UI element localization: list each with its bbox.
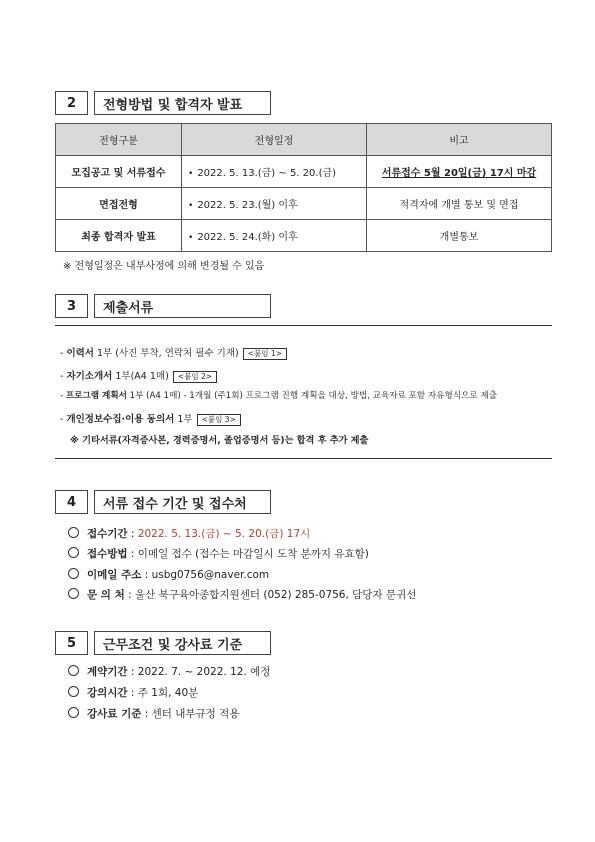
bullet-icon: • (188, 201, 194, 211)
circle-bullet-icon (68, 588, 79, 599)
document-desc: 1부 (174, 414, 193, 425)
lecture-time: 강의시간 : 주 1회, 40분 (68, 685, 198, 700)
document-item: - 이력서 1부 (사진 부착, 연락처 필수 기재) <붙임 1> (60, 345, 287, 360)
document-desc: 1부 (A4 1매) - 1개월 (주1회) 프로그램 진행 계획을 대상, 방법, 교육자료 포함 자유형식으로 제출 (126, 391, 498, 401)
attachment-tag: <붙임 2> (173, 371, 217, 383)
document-item: - 자기소개서 1부(A4 1매) <붙임 2> (60, 368, 217, 383)
section-number: 2 (55, 91, 88, 115)
circle-bullet-icon (68, 686, 79, 697)
section-title: 제출서류 (94, 294, 271, 318)
document-desc: 1부 (사진 부착, 연락처 필수 기재) (93, 348, 239, 359)
document-item: - 프로그램 계획서 1부 (A4 1매) - 1개월 (주1회) 프로그램 진행 계획을 대상, 방법, 교육자료 포함 자유형식으로 제출 (60, 391, 498, 401)
contract-period: 계약기간 : 2022. 7. ~ 2022. 12. 예정 (68, 664, 270, 679)
section-number: 4 (55, 490, 88, 514)
circle-bullet-icon (68, 665, 79, 676)
bullet-icon: • (188, 233, 194, 243)
note-cell: 서류접수 5월 20일(금) 17시 마감 (367, 156, 552, 188)
section-title: 근무조건 및 강사료 기준 (94, 631, 271, 655)
divider (55, 325, 552, 326)
bullet-icon: • (188, 169, 194, 179)
extra-documents-note: ※ 기타서류(자격증사본, 경력증명서, 졸업증명서 등)는 합격 후 추가 제출 (70, 435, 369, 446)
table-row (56, 220, 552, 252)
table-row (56, 188, 552, 220)
attachment-tag: <붙임 3> (197, 414, 241, 426)
contact-info: 문 의 처 : 울산 북구육아종합지원센터 (052) 285-0756, 담당자 문귀선 (68, 587, 416, 602)
column-header: 비고 (367, 124, 552, 156)
document-desc: 1부(A4 1매) (112, 371, 169, 382)
document-name: 프로그램 계획서 (65, 391, 127, 401)
email-value[interactable]: usbg0756@naver.com (151, 569, 270, 581)
table-row (56, 156, 552, 188)
schedule-text: 2022. 5. 24.(화) 이후 (197, 232, 298, 243)
section-3-heading (55, 294, 271, 318)
document-item: - 개인정보수집·이용 동의서 1부 <붙임 3> (60, 411, 241, 426)
deadline-value: 2022. 5. 13.(금) ~ 5. 20.(금) 17시 (137, 528, 311, 540)
schedule-cell (182, 188, 367, 220)
section-number: 3 (55, 294, 88, 318)
circle-bullet-icon (68, 568, 79, 579)
note-cell: 개별통보 (367, 220, 552, 252)
note-cell: 적격자에 개별 통보 및 면접 (367, 188, 552, 220)
document-name: 자기소개서 (66, 371, 113, 382)
schedule-footnote: ※ 전형일정은 내부사정에 의해 변경될 수 있음 (63, 261, 265, 272)
section-2-heading (55, 91, 271, 115)
stage-cell: 최종 합격자 발표 (56, 220, 182, 252)
application-period: 접수기간 : 2022. 5. 13.(금) ~ 5. 20.(금) 17시 (68, 526, 310, 541)
attachment-tag: <붙임 1> (243, 348, 287, 360)
column-header: 전형구분 (56, 124, 182, 156)
document-name: 개인정보수집·이용 동의서 (66, 414, 175, 425)
section-title: 전형방법 및 합격자 발표 (94, 91, 271, 115)
schedule-table (55, 123, 552, 252)
divider (55, 458, 552, 459)
table-header-row (56, 124, 552, 156)
section-title: 서류 접수 기간 및 접수처 (94, 490, 271, 514)
section-5-heading (55, 631, 271, 655)
circle-bullet-icon (68, 547, 79, 558)
document-name: 이력서 (66, 348, 94, 359)
stage-cell: 면접전형 (56, 188, 182, 220)
schedule-text: 2022. 5. 23.(월) 이후 (197, 200, 298, 211)
circle-bullet-icon (68, 707, 79, 718)
application-method: 접수방법 : 이메일 접수 (접수는 마감일시 도착 분까지 유효함) (68, 546, 369, 561)
column-header: 전형일정 (182, 124, 367, 156)
circle-bullet-icon (68, 527, 79, 538)
schedule-cell (182, 156, 367, 188)
lecture-fee-standard: 강사료 기준 : 센터 내부규정 적용 (68, 706, 239, 721)
stage-cell: 모집공고 및 서류접수 (56, 156, 182, 188)
section-4-heading (55, 490, 271, 514)
schedule-text: 2022. 5. 13.(금) ~ 5. 20.(금) (197, 168, 337, 179)
schedule-cell (182, 220, 367, 252)
section-number: 5 (55, 631, 88, 655)
email-address: 이메일 주소 : usbg0756@naver.com (68, 567, 269, 582)
